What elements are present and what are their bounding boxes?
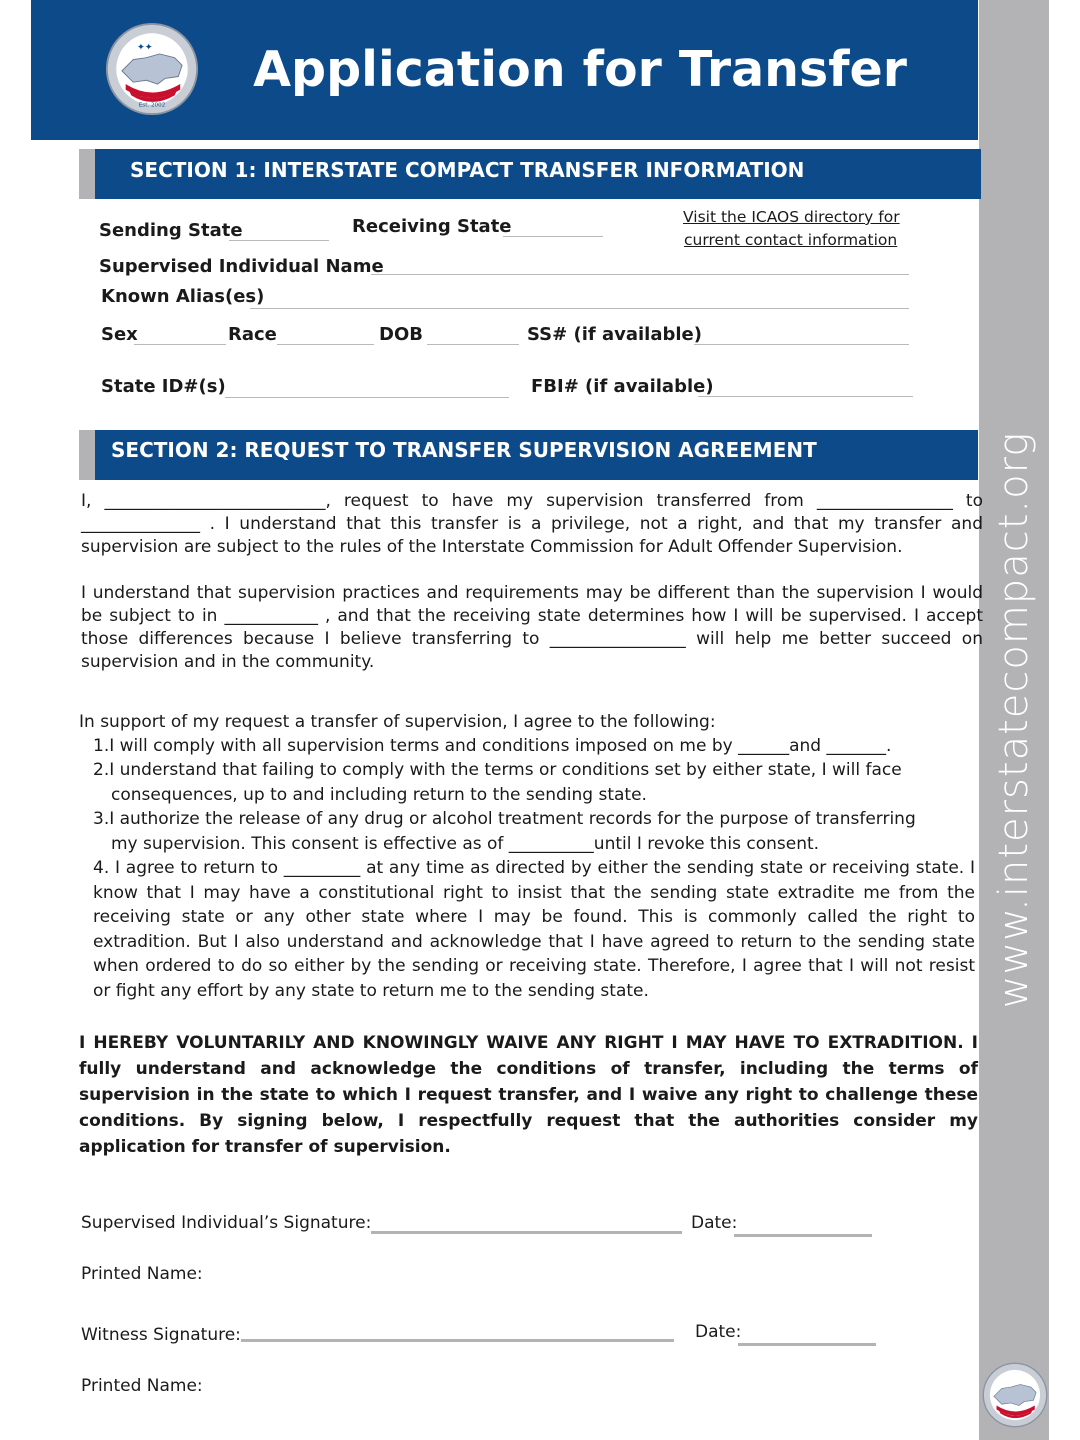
printed-name-label-1: Printed Name: [81,1264,203,1284]
date-field-1[interactable] [734,1234,872,1237]
section1-accent [79,149,95,199]
aliases-field[interactable] [250,308,909,309]
dob-label: DOB [379,324,423,345]
agreement-item-3-cont: my supervision. This consent is effective as of __________until I revoke this consent. [111,834,820,854]
sending-state-label: Sending State [99,220,243,241]
receiving-state-label: Receiving State [352,216,512,237]
agreement-item-4: 4. I agree to return to _________ at any time as directed by either the sending state or receiving state. I know that I may have a constitutional right to insist that the sending state extradite me from the receiving state or any other state where I may be found. This is commonly called the right to extradition. But I also understand and acknowledge that I have agreed to return to the sending state when ordered to do so either by the sending or receiving state. Therefore, I agree that I will not resist or fight any effort by any state to return me to the sending state. [93,858,975,1001]
sending-state-field[interactable] [229,240,329,241]
printed-name-label-2: Printed Name: [81,1376,203,1396]
individual-name-label: Supervised Individual Name [99,256,384,277]
witness-signature-label: Witness Signature: [81,1325,241,1345]
website-url: www.interstatecompact.org [991,431,1037,1009]
individual-signature-field[interactable] [371,1231,682,1234]
page-title: Application for Transfer [253,41,907,98]
support-intro: In support of my request a transfer of supervision, I agree to the following: [79,712,716,732]
icaos-directory-link-line2[interactable]: current contact information [684,231,898,249]
witness-signature-field[interactable] [241,1339,674,1342]
icaos-seal-logo [105,22,199,116]
section2-accent [79,430,95,480]
agreement-item-2: 2.I understand that failing to comply with the terms or conditions set by either state, I will face [93,760,902,780]
sex-field[interactable] [134,344,226,345]
extradition-waiver: I HEREBY VOLUNTARILY AND KNOWINGLY WAIVE ANY RIGHT I MAY HAVE TO EXTRADITION. I fully understand and acknowledge the conditions of transfer, including the terms of supervision in the state to which I request transfer, and I waive any right to challenge these conditions. By signing below, I respectfully request that the authorities consider my application for transfer of supervision. [79,1033,978,1157]
date-label-2: Date: [695,1322,742,1342]
date-field-2[interactable] [738,1343,876,1346]
receiving-state-field[interactable] [503,236,603,237]
icaos-directory-link-line1[interactable]: Visit the ICAOS directory for [683,208,900,226]
svg-text:✦✦: ✦✦ [136,42,153,54]
sex-label: Sex [101,324,138,345]
agreement-item-3: 3.I authorize the release of any drug or alcohol treatment records for the purpose of transferring [93,809,916,829]
race-field[interactable] [277,344,374,345]
fbi-field[interactable] [698,396,913,397]
individual-signature-label: Supervised Individual’s Signature: [81,1213,372,1233]
fbi-label: FBI# (if available) [531,376,714,397]
ssn-field[interactable] [694,344,909,345]
dob-field[interactable] [427,344,519,345]
state-id-label: State ID#(s) [101,376,226,397]
aliases-label: Known Alias(es) [101,286,265,307]
race-label: Race [228,324,277,345]
state-id-field[interactable] [225,397,509,398]
transfer-request-paragraph: I, __________________________, request to have my supervision transferred from ________________ to ______________ . I understand that this transfer is a privilege, not a right, and that my transfer and supervision are subject to the rules of the Interstate Commission for Adult Offender Supervision. [81,491,983,557]
icaos-seal-logo-small [982,1362,1048,1428]
agreement-item-2-cont: consequences, up to and including return to the sending state. [111,785,647,805]
section1-title: SECTION 1: INTERSTATE COMPACT TRANSFER INFORMATION [130,158,805,182]
date-label-1: Date: [691,1213,738,1233]
ssn-label: SS# (if available) [527,324,702,345]
section2-title: SECTION 2: REQUEST TO TRANSFER SUPERVISION AGREEMENT [111,438,817,462]
svg-text:Est. 2002: Est. 2002 [138,102,166,109]
individual-name-field[interactable] [371,274,909,275]
agreement-item-1: 1.I will comply with all supervision terms and conditions imposed on me by ______and _______. [93,736,892,756]
supervision-differences-paragraph: I understand that supervision practices and requirements may be different than the supervision I would be subject to in ___________ , and that the receiving state determines how I will be supervised. I accept those differences because I believe transferring to ________________ will help me better succeed on supervision and in the community. [81,583,983,672]
